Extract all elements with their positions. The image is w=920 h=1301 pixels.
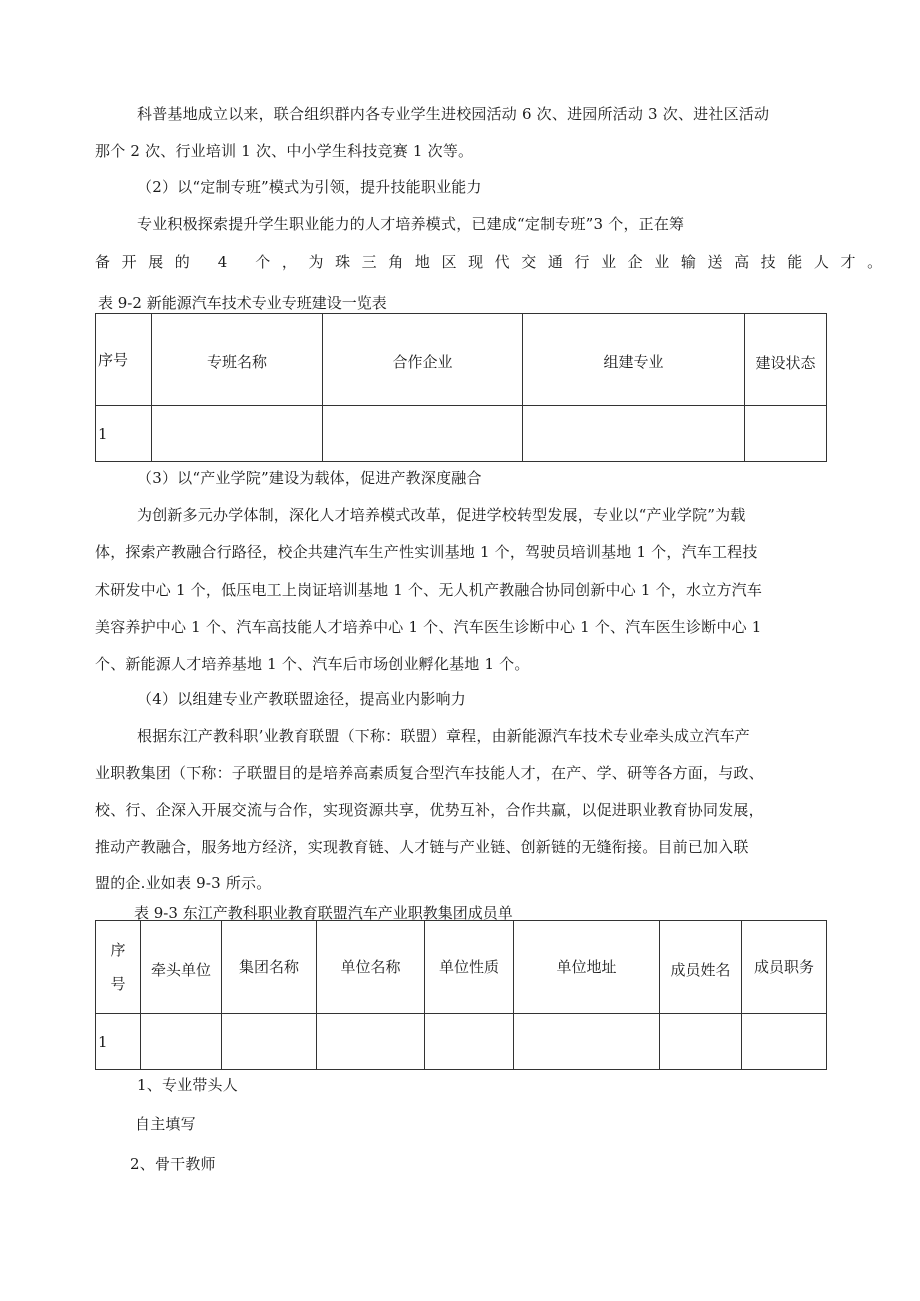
table-cell bbox=[745, 406, 827, 462]
table-caption: 表 9-3 东江产教科职业教育联盟汽车产业职教集团成员单 bbox=[134, 904, 513, 922]
header-cell-seq-bottom: 号 bbox=[110, 975, 126, 993]
paragraph-line: 业职教集团（下称：子联盟目的是培养高素质复合型汽车技能人才，在产、学、研等各方面，与政、 bbox=[95, 764, 764, 782]
paragraph-line: 推动产教融合，服务地方经济，实现教育链、人才链与产业链、创新链的无缝衔接。目前已加入联 bbox=[95, 838, 749, 856]
paragraph-line: 个、新能源人才培养基地 1 个、汽车后市场创业孵化基地 1 个。 bbox=[95, 655, 530, 673]
paragraph-line: 自主填写 bbox=[135, 1115, 196, 1133]
table-9-2 bbox=[95, 313, 827, 462]
header-cell: 牵头单位 bbox=[141, 921, 222, 1014]
paragraph-line: 校、行、企深入开展交流与合作，实现资源共享，优势互补，合作共赢，以促进职业教育协同发展， bbox=[95, 801, 764, 819]
paragraph-line: 美容养护中心 1 个、汽车高技能人才培养中心 1 个、汽车医生诊断中心 1 个、汽车医生诊断中心 1 bbox=[95, 618, 762, 636]
header-cell: 成员姓名 bbox=[660, 921, 742, 1014]
table-row bbox=[96, 1014, 827, 1070]
table-cell bbox=[660, 1014, 742, 1070]
table-cell bbox=[514, 1014, 660, 1070]
table-cell bbox=[742, 1014, 827, 1070]
paragraph-line: 那个 2 次、行业培训 1 次、中小学生科技竞赛 1 次等。 bbox=[95, 142, 474, 160]
table-cell bbox=[222, 1014, 317, 1070]
table-cell bbox=[323, 406, 523, 462]
paragraph-line: 专业积极探索提升学生职业能力的人才培养模式，已建成“定制专班”3 个，正在筹 bbox=[137, 215, 685, 233]
table-cell bbox=[152, 406, 323, 462]
table-row bbox=[96, 406, 827, 462]
paragraph-line: 备开展的 4 个，为珠三角地区现代交通行业企业输送高技能人才。 bbox=[95, 253, 894, 271]
header-cell: 建设状态 bbox=[745, 314, 827, 406]
table-cell: 1 bbox=[96, 1014, 141, 1070]
header-cell: 专班名称 bbox=[152, 314, 323, 406]
header-cell: 组建专业 bbox=[523, 314, 745, 406]
section-heading: （2）以“定制专班”模式为引领，提升技能职业能力 bbox=[137, 178, 482, 196]
header-cell: 单位地址 bbox=[514, 921, 660, 1014]
table-caption: 表 9-2 新能源汽车技术专业专班建设一览表 bbox=[98, 294, 387, 312]
header-cell: 集团名称 bbox=[222, 921, 317, 1014]
header-cell: 序号 bbox=[96, 314, 152, 406]
section-heading: （4）以组建专业产教联盟途径，提高业内影响力 bbox=[137, 690, 466, 708]
section-heading: （3）以“产业学院”建设为载体，促进产教深度融合 bbox=[137, 469, 482, 487]
paragraph-line: 为创新多元办学体制，深化人才培养模式改革，促进学校转型发展，专业以“产业学院”为载 bbox=[137, 506, 746, 524]
header-cell: 成员职务 bbox=[742, 921, 827, 1014]
table-cell bbox=[425, 1014, 514, 1070]
paragraph-line: 体，探索产教融合行路径，校企共建汽车生产性实训基地 1 个，驾驶员培训基地 1 个，汽车工程技 bbox=[95, 543, 758, 561]
paragraph-line: 根据东江产教科职’业教育联盟（下称：联盟）章程，由新能源汽车技术专业牵头成立汽车产 bbox=[137, 727, 750, 745]
table-header-row bbox=[96, 314, 827, 406]
section-heading: 1、专业带头人 bbox=[137, 1076, 238, 1094]
paragraph-line: 术研发中心 1 个，低压电工上岗证培训基地 1 个、无人机产教融合协同创新中心 1 个，水立方汽车 bbox=[95, 581, 763, 599]
header-cell: 合作企业 bbox=[323, 314, 523, 406]
paragraph-line: 盟的企.业如表 9-3 所示。 bbox=[95, 874, 272, 892]
table-cell: 1 bbox=[96, 406, 152, 462]
section-heading: 2、骨干教师 bbox=[130, 1155, 216, 1173]
header-cell: 单位性质 bbox=[425, 921, 514, 1014]
header-cell-seq-top: 序 bbox=[110, 941, 126, 959]
table-header-row bbox=[96, 921, 827, 1014]
table-cell bbox=[141, 1014, 222, 1070]
table-cell bbox=[523, 406, 745, 462]
header-cell: 单位名称 bbox=[317, 921, 425, 1014]
header-cell-seq bbox=[96, 921, 141, 1014]
table-cell bbox=[317, 1014, 425, 1070]
paragraph-line: 科普基地成立以来，联合组织群内各专业学生进校园活动 6 次、进园所活动 3 次、进社区活动 bbox=[137, 105, 770, 123]
table-9-3 bbox=[95, 920, 827, 1070]
